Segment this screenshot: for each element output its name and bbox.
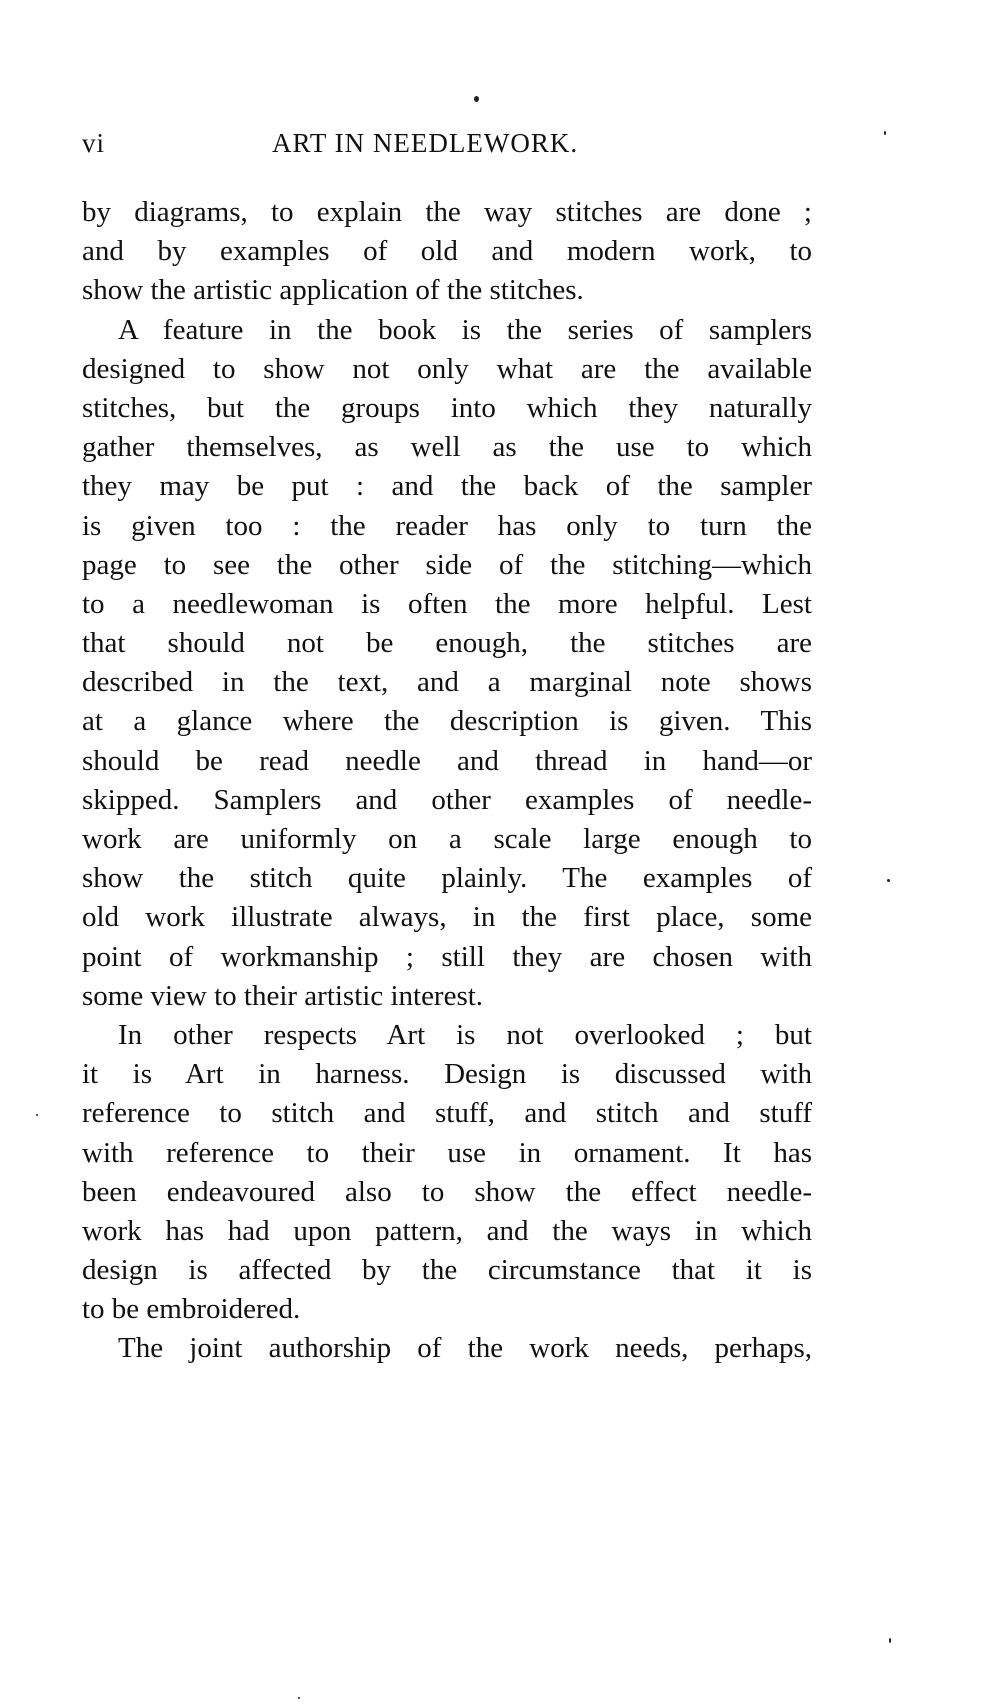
text-line: that should not be enough, the stitches are xyxy=(82,627,812,660)
text-line: been endeavoured also to show the effect needle- xyxy=(82,1175,812,1208)
text-line: page to see the other side of the stitching—which xyxy=(82,548,812,581)
text-line: point of workmanship ; still they are chosen with xyxy=(82,940,812,973)
page-number: vi xyxy=(82,128,106,158)
scan-speck xyxy=(884,131,886,135)
text-line: by diagrams, to explain the way stitches are done ; xyxy=(82,196,812,228)
scan-speck xyxy=(889,1638,891,1643)
text-line: reference to stitch and stuff, and stitch and stuff xyxy=(82,1097,812,1130)
text-line: they may be put : and the back of the sampler xyxy=(82,470,812,503)
text-line: old work illustrate always, in the first place, some xyxy=(82,901,812,934)
text-line: some view to their artistic interest. xyxy=(82,979,484,1012)
text-line: designed to show not only what are the available xyxy=(82,352,812,385)
page-header xyxy=(82,128,812,168)
text-line: work has had upon pattern, and the ways in which xyxy=(82,1214,812,1247)
text-line: is given too : the reader has only to turn the xyxy=(82,509,812,542)
running-head: ART IN NEEDLEWORK. xyxy=(272,128,579,158)
body-text xyxy=(82,193,812,1369)
text-line: it is Art in harness. Design is discussed with xyxy=(82,1058,812,1091)
text-line: with reference to their use in ornament. It has xyxy=(82,1136,812,1169)
scan-speck xyxy=(887,879,890,882)
paragraph xyxy=(82,1329,812,1368)
scan-speck xyxy=(298,1697,300,1699)
text-line: and by examples of old and modern work, to xyxy=(82,235,812,268)
paragraph xyxy=(82,193,812,311)
text-line: The joint authorship of the work needs, perhaps, xyxy=(118,1332,812,1365)
text-line: show the artistic application of the stitches. xyxy=(82,274,584,307)
text-line: In other respects Art is not overlooked ; but xyxy=(118,1018,812,1051)
text-line: to a needlewoman is often the more helpful. Lest xyxy=(82,587,812,620)
text-line: at a glance where the description is given. This xyxy=(82,705,812,738)
text-line: design is affected by the circumstance that it is xyxy=(82,1254,812,1287)
text-line: stitches, but the groups into which they naturally xyxy=(82,391,812,424)
text-line: work are uniformly on a scale large enough to xyxy=(82,823,812,855)
scan-speck xyxy=(474,96,479,102)
paragraph xyxy=(82,1016,812,1330)
scan-speck xyxy=(36,1114,38,1116)
text-line: A feature in the book is the series of samplers xyxy=(118,313,812,346)
text-line: to be embroidered. xyxy=(82,1293,301,1326)
text-line: show the stitch quite plainly. The examples of xyxy=(82,862,812,895)
text-line: gather themselves, as well as the use to which xyxy=(82,431,812,464)
text-line: described in the text, and a marginal note shows xyxy=(82,666,812,699)
text-line: should be read needle and thread in hand—or xyxy=(82,744,812,777)
paragraph xyxy=(82,311,812,1016)
text-line: skipped. Samplers and other examples of needle- xyxy=(82,783,812,816)
